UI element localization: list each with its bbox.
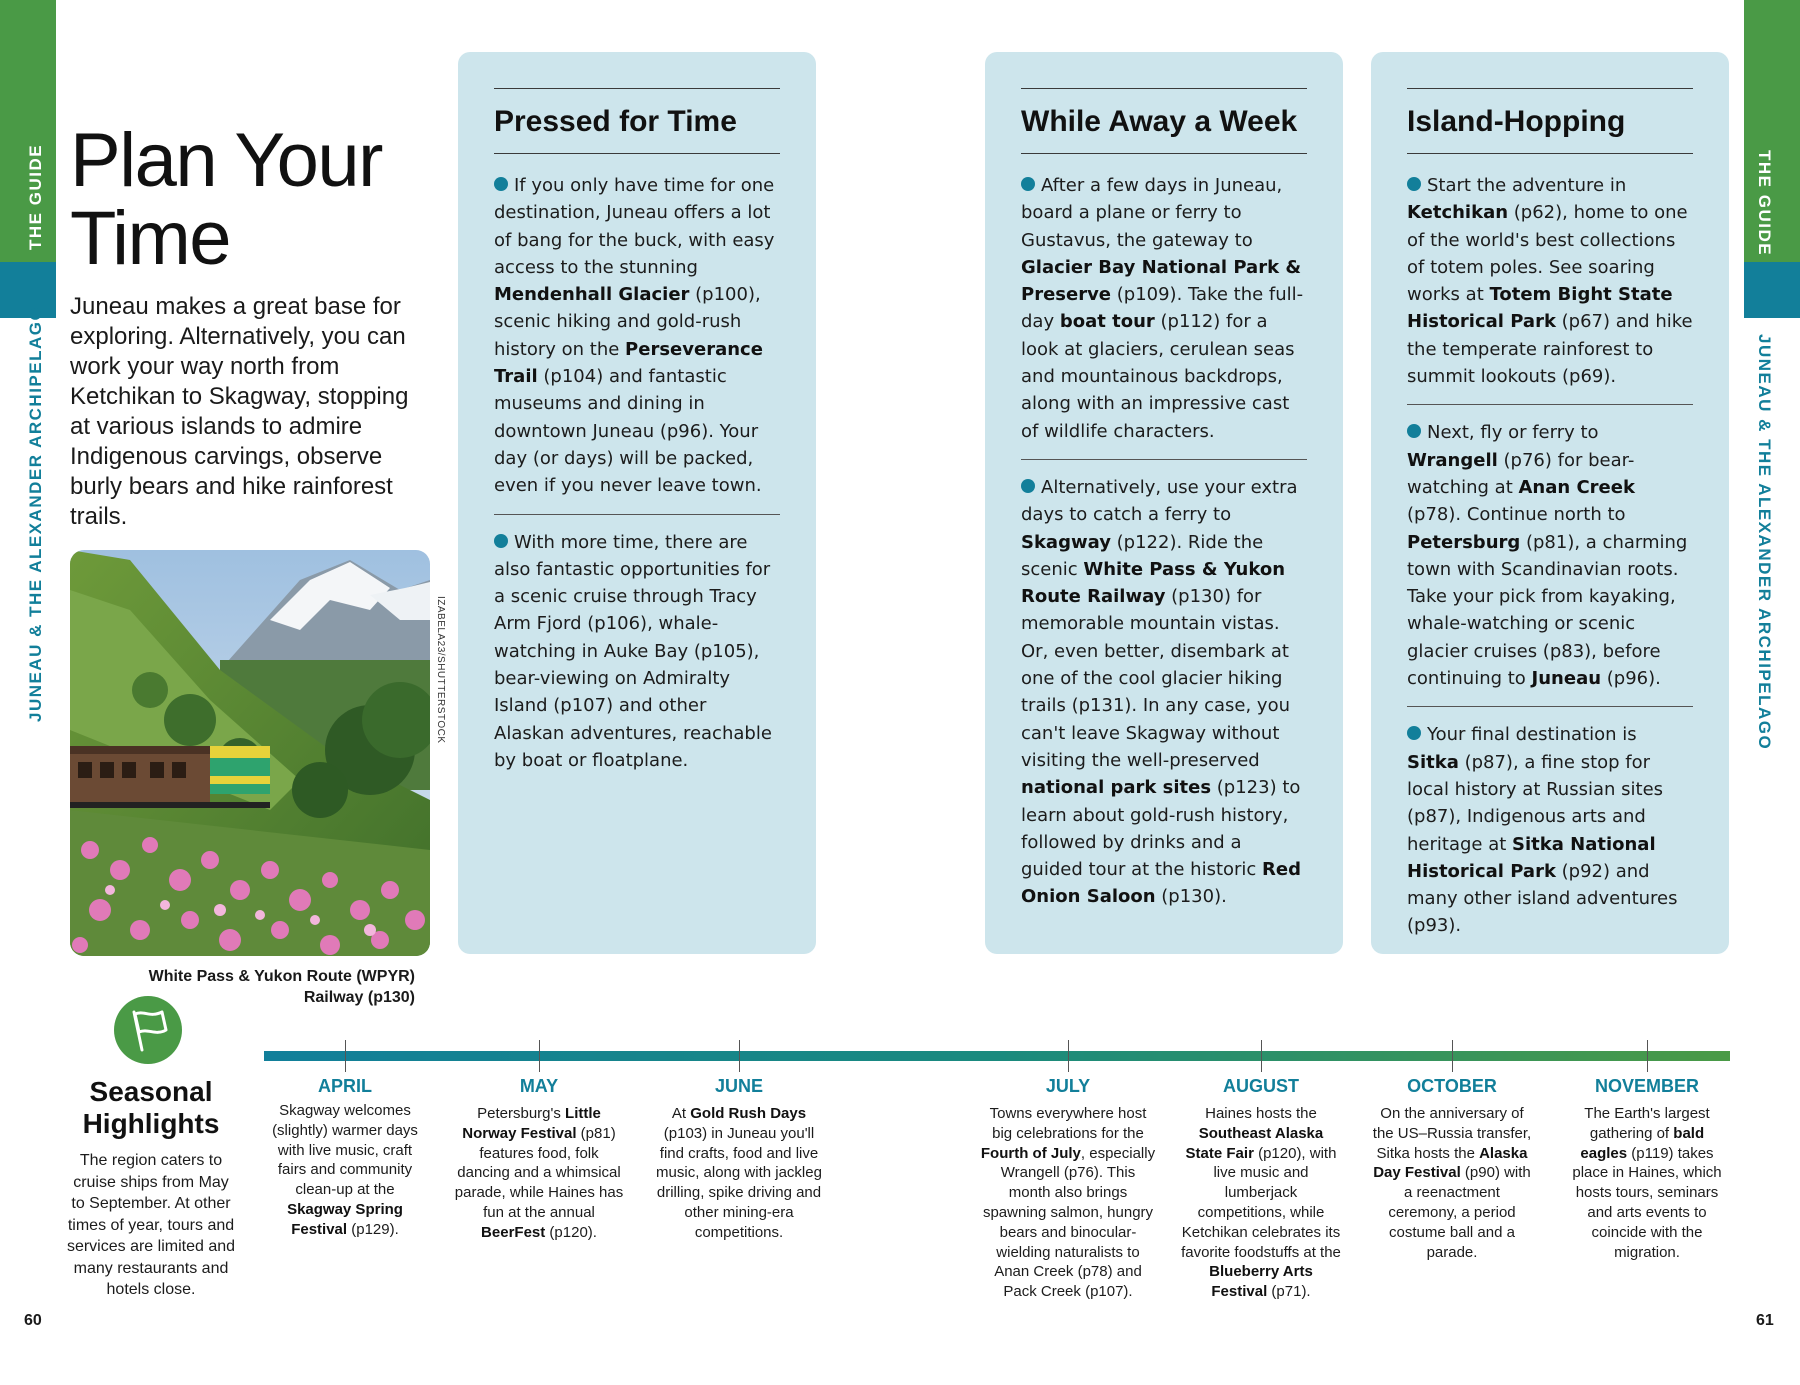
- body-text: (p112) for a look at glaciers, cerulean seas and mountainous backdrops, along with an impressive cast of wildlife characters.: [1021, 311, 1295, 442]
- timeline-month-august: AUGUST: [1223, 1076, 1299, 1096]
- body-text: Alternatively, use your extra days to catch a ferry to: [1021, 476, 1298, 526]
- timeline-text-november: [1567, 1104, 1727, 1262]
- item-divider: [1407, 706, 1693, 707]
- body-text: (p76) for bear-watching at: [1407, 449, 1635, 498]
- body-text: (p130) for memorable mountain vistas. Or, even better, disembark at one of the cool glacier hiking trails (p131). In any case, you can't leave Skagway without visiting the well-preserved: [1021, 586, 1291, 771]
- highlight-text: Totem Bight State Historical Park: [1407, 284, 1673, 333]
- timeline-tick-june: [739, 1040, 740, 1072]
- highlight-text: national park sites: [1021, 777, 1212, 799]
- right-side-tab-chapter: [1744, 262, 1800, 318]
- highlight-text: Southeast Alaska State Fair: [1185, 1124, 1324, 1162]
- right-chapter-label: JUNEAU & THE ALEXANDER ARCHIPELAGO: [1755, 334, 1774, 751]
- highlight-text: Wrangell: [1407, 449, 1498, 471]
- item-divider: [1407, 404, 1693, 405]
- seasonal-title-line1: Seasonal: [89, 1076, 213, 1107]
- seasonal-title-line2: Highlights: [82, 1108, 220, 1139]
- body-text: (p122). Ride the scenic: [1021, 531, 1264, 580]
- flag-icon: [114, 996, 182, 1064]
- body-text: (p129).: [347, 1220, 399, 1238]
- bullet-dot-icon: [1407, 424, 1421, 438]
- body-text: If you only have time for one destination, Juneau offers a lot of bang for the buck, with easy access to the stunning: [494, 175, 775, 278]
- highlight-text: Little Norway Festival: [462, 1105, 601, 1142]
- itinerary-box-island-hopping: [1371, 52, 1729, 954]
- highlight-text: Anan Creek: [1518, 476, 1635, 498]
- body-text: (p104) and fantastic museums and dining in downtown Juneau (p96). Your day (or days) will be packed, even if you never leave town.: [494, 366, 762, 497]
- left-chapter-label: JUNEAU & THE ALEXANDER ARCHIPELAGO: [26, 305, 45, 722]
- timeline-month-april: APRIL: [318, 1076, 372, 1096]
- timeline-tick-november: [1647, 1040, 1648, 1072]
- bullet-dot-icon: [1021, 177, 1035, 191]
- item-divider: [494, 514, 780, 515]
- seasonal-highlights-title: [66, 1076, 236, 1140]
- highlight-text: Glacier Bay National Park & Preserve: [1021, 256, 1302, 306]
- itinerary-item: [1407, 172, 1693, 390]
- page-number-left: 60: [24, 1312, 42, 1329]
- highlight-text: Alaska Day Festival: [1373, 1144, 1528, 1182]
- box-items: [1021, 172, 1307, 911]
- itinerary-item: [494, 529, 780, 775]
- body-text: On the anniversary of the US–Russia transfer, Sitka hosts the: [1372, 1105, 1532, 1162]
- page-number-right: 61: [1756, 1312, 1774, 1329]
- timeline-text-august: [1181, 1104, 1341, 1302]
- highlight-text: Skagway Spring Festival: [287, 1200, 403, 1238]
- timeline-text-april: [265, 1101, 425, 1240]
- itinerary-box-pressed-for-time: [458, 52, 816, 954]
- timeline-tick-july: [1068, 1040, 1069, 1072]
- itinerary-item: [1021, 474, 1307, 911]
- page-title-line2: Time: [70, 196, 231, 281]
- timeline-text-may: [454, 1104, 624, 1243]
- highlight-text: Blueberry Arts Festival: [1209, 1263, 1313, 1301]
- body-text: With more time, there are also fantastic opportunities for a scenic cruise through Tracy Arm Fjord (p106), whale-watching in Auke Bay (p105), bear-viewing on Admiralty Island (p107) and other Alaskan adventures, reachable by boat or floatplane.: [494, 531, 772, 771]
- bullet-dot-icon: [1021, 479, 1035, 493]
- body-text: (p119) takes place in Haines, which hosts tours, seminars and arts events to coincide with the migration.: [1572, 1144, 1722, 1261]
- body-text: Start the adventure in: [1427, 175, 1627, 196]
- box-title: While Away a Week: [1021, 105, 1298, 138]
- body-text: (p123) to learn about gold-rush history, followed by drinks and a guided tour at the historic: [1021, 777, 1301, 881]
- item-divider: [1021, 459, 1307, 460]
- body-text: (p78). Continue north to: [1407, 504, 1626, 526]
- itinerary-box-while-away-a-week: [985, 52, 1343, 954]
- seasonal-flag-badge: [114, 996, 182, 1064]
- photo-caption-line2: Railway (p130): [303, 989, 415, 1006]
- box-title: Pressed for Time: [494, 105, 737, 138]
- body-text: , especially Wrangell (p76). This month also brings spawning salmon, hungry bears and binocular-wielding naturalists to Anan Creek (p78) and Pack Creek (p107).: [982, 1144, 1156, 1301]
- bullet-dot-icon: [494, 534, 508, 548]
- body-text: Next, fly or ferry to: [1427, 422, 1599, 444]
- seasonal-highlights-text: The region caters to cruise ships from May to September. At other times of year, tours and services are limited and many restaurants and hotels close.: [66, 1152, 236, 1298]
- timeline-tick-october: [1452, 1040, 1453, 1072]
- body-text: Your final destination is: [1427, 724, 1637, 746]
- left-guide-label: THE GUIDE: [26, 143, 45, 250]
- timeline-tick-august: [1261, 1040, 1262, 1072]
- body-text: The Earth's largest gathering of: [1584, 1105, 1710, 1142]
- timeline-month-june: JUNE: [714, 1076, 763, 1096]
- highlight-text: BeerFest: [481, 1223, 546, 1241]
- timeline-tick-april: [345, 1040, 346, 1072]
- photo-caption-line1: White Pass & Yukon Route (WPYR): [148, 968, 415, 985]
- body-text: (p96).: [1601, 668, 1661, 690]
- itinerary-item: [1021, 172, 1307, 445]
- itinerary-item: [1407, 419, 1693, 692]
- body-text: (p81), a charming town with Scandinavian roots. Take your pick from kayaking, whale-watching or scenic glacier cruises (p83), before continuing to: [1407, 531, 1688, 690]
- highlight-text: Ketchikan: [1407, 202, 1509, 224]
- highlight-text: Sitka National Historical Park: [1407, 833, 1656, 882]
- timeline-month-july: JULY: [1045, 1076, 1091, 1096]
- body-text: (p87), a fine stop for local history at Russian sites (p87), Indigenous arts and heritage at: [1407, 751, 1664, 855]
- highlight-text: Petersburg: [1407, 531, 1521, 553]
- bullet-dot-icon: [1407, 726, 1421, 740]
- page-title: [70, 118, 382, 281]
- timeline-text-july: [978, 1104, 1158, 1302]
- body-text: (p67) and hike the temperate rainforest to summit lookouts (p69).: [1407, 311, 1693, 388]
- page-title-line1: Plan Your: [70, 118, 382, 203]
- body-text: At: [671, 1105, 691, 1122]
- timeline-month-october: OCTOBER: [1407, 1076, 1497, 1096]
- bullet-dot-icon: [1407, 177, 1421, 191]
- body-text: (p62), home to one of the world's best collections of totem poles. See soaring works at: [1407, 202, 1688, 306]
- body-text: Towns everywhere host big celebrations for the: [989, 1105, 1147, 1142]
- box-title: Island-Hopping: [1407, 105, 1626, 138]
- body-text: (p100), scenic hiking and gold-rush history on the: [494, 284, 761, 360]
- highlight-text: Perseverance Trail: [494, 338, 763, 388]
- timeline-month-may: MAY: [519, 1076, 559, 1096]
- body-text: (p90) with a reenactment ceremony, a period costume ball and a parade.: [1388, 1164, 1531, 1261]
- body-text: Skagway welcomes (slightly) warmer days with live music, craft fairs and community clean-up at the: [272, 1102, 418, 1199]
- railway-photo-illustration: [70, 550, 430, 956]
- body-text: (p109). Take the full-day: [1021, 284, 1304, 333]
- timeline-bar: [264, 1051, 1730, 1061]
- highlight-text: White Pass & Yukon Route Railway: [1021, 558, 1286, 608]
- highlight-text: Juneau: [1531, 668, 1602, 690]
- timeline-text-october: [1372, 1104, 1532, 1262]
- highlight-text: Skagway: [1021, 531, 1111, 553]
- body-text: (p81) features food, folk dancing and a whimsical parade, while Haines has fun at the annual: [454, 1124, 624, 1221]
- highlight-text: bald eagles: [1580, 1124, 1705, 1162]
- timeline-month-november: NOVEMBER: [1594, 1076, 1699, 1096]
- railway-photo: [70, 550, 430, 956]
- highlight-text: Red Onion Saloon: [1021, 859, 1301, 908]
- box-items: [1407, 172, 1693, 940]
- body-text: (p130).: [1155, 886, 1227, 908]
- body-text: (p120), with live music and lumberjack competitions, while Ketchikan celebrates its favorite foodstuffs at the: [1181, 1144, 1341, 1261]
- timeline-text-june: [654, 1104, 824, 1243]
- photo-credit: IZABELA23/SHUTTERSTOCK: [435, 596, 446, 744]
- highlight-text: boat tour: [1059, 311, 1155, 333]
- body-text: (p92) and many other island adventures (p93).: [1407, 860, 1678, 937]
- body-text: (p120).: [545, 1223, 597, 1241]
- timeline-tick-may: [539, 1040, 540, 1072]
- body-text: (p103) in Juneau you'll find crafts, food and live music, along with jackleg drilling, spike driving and other mining-era competitions.: [656, 1124, 822, 1241]
- body-text: Haines hosts the: [1205, 1105, 1317, 1122]
- box-items: [494, 172, 780, 774]
- intro-paragraph: Juneau makes a great base for exploring. Alternatively, you can work your way north from Ketchikan to Skagway, stopping at various islands to admire Indigenous carvings, observe burly bears and hike rainforest trails.: [70, 293, 409, 530]
- body-text: (p71).: [1267, 1283, 1311, 1301]
- highlight-text: Mendenhall Glacier: [494, 284, 690, 306]
- itinerary-item: [494, 172, 780, 500]
- body-text: After a few days in Juneau, board a plane or ferry to Gustavus, the gateway to: [1021, 175, 1283, 251]
- body-text: Petersburg's: [477, 1105, 566, 1122]
- right-guide-label: THE GUIDE: [1755, 150, 1774, 257]
- highlight-text: Fourth of July: [980, 1144, 1081, 1162]
- highlight-text: Gold Rush Days: [690, 1105, 807, 1122]
- itinerary-item: [1407, 721, 1693, 939]
- bullet-dot-icon: [494, 177, 508, 191]
- highlight-text: Sitka: [1407, 751, 1459, 773]
